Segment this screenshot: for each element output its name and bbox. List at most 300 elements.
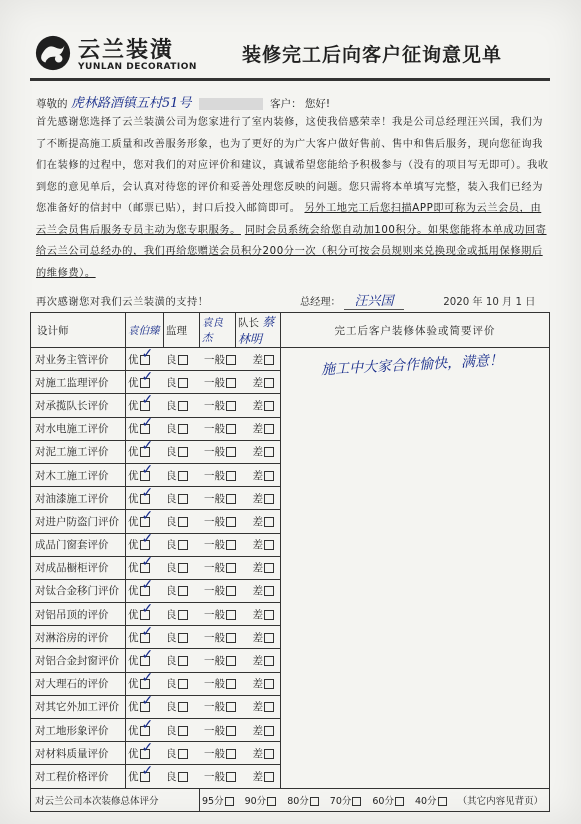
rating-option-excellent[interactable] (128, 415, 154, 436)
checkbox-icon[interactable] (140, 461, 154, 481)
checkbox-icon[interactable] (140, 670, 154, 689)
checkbox-icon[interactable] (395, 797, 404, 806)
comment-box[interactable] (281, 348, 550, 789)
rating-option-label: 优 (128, 562, 139, 575)
rating-option-good[interactable] (166, 491, 188, 506)
rating-option-normal[interactable] (204, 375, 236, 390)
rating-option-normal[interactable] (204, 769, 236, 784)
checkbox-icon[interactable] (264, 378, 274, 388)
rating-option-excellent[interactable] (128, 693, 154, 714)
rating-option-normal[interactable] (204, 514, 236, 529)
checkmark-icon: ✓ (141, 623, 154, 640)
score-option[interactable] (245, 793, 277, 807)
rating-option-label: 一般 (204, 770, 225, 783)
brand-name-en: YUNLAN DECORATION (78, 62, 197, 72)
rating-option-label: 差 (252, 724, 263, 737)
rating-option-poor[interactable] (253, 560, 275, 575)
rating-option-normal[interactable] (204, 537, 236, 552)
checkmark-icon: ✓ (141, 670, 154, 687)
signed-date: 2020 年 10 月 1 日 (443, 297, 536, 308)
checkmark-icon: ✓ (141, 531, 154, 548)
rating-option-label: 良 (166, 655, 177, 668)
rating-option-excellent[interactable] (128, 670, 154, 691)
checkbox-icon[interactable] (178, 749, 188, 759)
checkbox-icon[interactable] (226, 447, 236, 457)
rating-options (126, 507, 281, 533)
rating-options (126, 623, 281, 649)
rating-options (126, 391, 281, 417)
rating-option-excellent[interactable] (128, 739, 154, 761)
rating-option-label: 良 (166, 770, 177, 783)
rating-option-label: 良 (166, 515, 177, 528)
checkbox-icon[interactable] (264, 633, 274, 643)
rating-option-label: 良 (166, 701, 177, 714)
checkbox-icon[interactable] (264, 679, 274, 689)
checkbox-icon[interactable] (310, 797, 319, 806)
rating-options (126, 417, 281, 440)
rating-option-label: 差 (252, 446, 263, 459)
score-option[interactable] (330, 793, 362, 807)
checkbox-icon[interactable] (264, 702, 274, 712)
rating-option-poor[interactable] (253, 375, 275, 390)
rating-option-poor[interactable] (253, 398, 275, 413)
checkbox-icon[interactable] (264, 749, 274, 759)
rating-option-poor[interactable] (253, 607, 275, 622)
checkmark-icon: ✓ (141, 600, 154, 617)
rating-option-excellent[interactable] (128, 391, 154, 413)
rating-item-label: 对油漆施工评价 (31, 487, 126, 510)
rating-option-good[interactable] (166, 375, 188, 390)
rating-option-poor[interactable] (253, 676, 275, 691)
rating-option-excellent[interactable] (128, 600, 154, 622)
rating-option-label: 良 (166, 747, 177, 760)
rating-option-label: 优 (128, 747, 139, 760)
rating-option-good[interactable] (166, 583, 188, 598)
checkbox-icon[interactable] (178, 702, 188, 712)
rating-option-label: 差 (252, 747, 263, 760)
rating-option-label: 优 (128, 492, 139, 505)
rating-option-normal[interactable] (204, 352, 236, 367)
checkbox-icon[interactable] (226, 494, 236, 504)
comment-header: 完工后客户装修体验或简要评价 (281, 313, 550, 348)
checkbox-icon[interactable] (178, 378, 188, 388)
rating-option-poor[interactable] (253, 630, 275, 645)
checkmark-icon: ✓ (141, 484, 154, 501)
rating-option-normal[interactable] (204, 676, 236, 691)
rating-option-good[interactable] (166, 769, 188, 784)
greeting-suffix: 客户： 您好! (270, 98, 331, 110)
rating-option-label: 优 (128, 585, 139, 598)
checkbox-icon[interactable] (178, 355, 188, 365)
rating-option-good[interactable] (166, 421, 188, 436)
rating-options (126, 368, 281, 394)
rating-option-label: 良 (166, 492, 177, 505)
rating-option-label: 一般 (204, 608, 225, 621)
overall-score-row (31, 788, 550, 811)
checkbox-icon[interactable] (140, 415, 154, 434)
rating-item-label: 对铝吊顶的评价 (31, 603, 126, 626)
rating-option-label: 一般 (204, 399, 225, 412)
rating-item-label: 对承揽队长评价 (31, 394, 126, 417)
greeting-prefix: 尊敬的 (36, 98, 68, 110)
rating-option-good[interactable] (166, 444, 188, 459)
rating-option-good[interactable] (166, 653, 188, 668)
rating-option-label: 良 (166, 446, 177, 459)
signer-line (300, 290, 535, 310)
rating-option-label: 优 (128, 376, 139, 389)
score-option[interactable] (372, 793, 404, 807)
rating-option-good[interactable] (166, 398, 188, 413)
checkbox-icon[interactable] (226, 563, 236, 573)
leader-cell (236, 313, 281, 348)
checkbox-icon[interactable] (140, 762, 154, 782)
checkbox-icon[interactable] (140, 647, 154, 666)
checkmark-icon: ✓ (141, 647, 154, 664)
rating-option-excellent[interactable] (128, 531, 154, 552)
rating-option-excellent[interactable] (128, 438, 154, 459)
checkbox-icon[interactable] (264, 563, 274, 573)
checkbox-icon[interactable] (264, 471, 274, 481)
rating-option-excellent[interactable] (128, 647, 154, 668)
checkmark-icon: ✓ (141, 716, 154, 733)
rating-option-good[interactable] (166, 468, 188, 483)
header (30, 28, 560, 80)
checkbox-icon[interactable] (226, 702, 236, 712)
rating-options (126, 440, 281, 463)
checkbox-icon[interactable] (140, 438, 154, 457)
rating-option-label: 一般 (204, 631, 225, 644)
rating-option-poor[interactable] (253, 583, 275, 598)
checkbox-icon[interactable] (178, 633, 188, 643)
rating-option-normal[interactable] (204, 607, 236, 622)
checkmark-icon: ✓ (141, 507, 154, 524)
rating-option-label: 差 (252, 423, 263, 436)
rating-option-normal[interactable] (204, 560, 236, 575)
checkbox-icon[interactable] (140, 391, 154, 411)
rating-option-poor[interactable] (253, 444, 275, 459)
rating-option-normal[interactable] (204, 398, 236, 413)
overall-score-label: 对云兰公司本次装修总体评分 (31, 788, 200, 811)
rating-option-label: 差 (252, 492, 263, 505)
rating-option-label: 优 (128, 353, 139, 366)
checkbox-icon[interactable] (264, 726, 274, 736)
checkbox-icon[interactable] (225, 797, 234, 806)
checkbox-icon[interactable] (140, 554, 154, 573)
checkbox-icon[interactable] (226, 749, 236, 759)
rating-option-label: 良 (166, 376, 177, 389)
checkbox-icon[interactable] (226, 772, 236, 782)
rating-option-label: 优 (128, 701, 139, 714)
rating-option-label: 差 (252, 655, 263, 668)
rating-option-label: 良 (166, 469, 177, 482)
checkbox-icon[interactable] (226, 471, 236, 481)
rating-option-excellent[interactable] (128, 623, 154, 645)
rating-option-normal[interactable] (204, 630, 236, 645)
checkbox-icon[interactable] (178, 726, 188, 736)
checkbox-icon[interactable] (267, 797, 276, 806)
checkbox-icon[interactable] (140, 531, 154, 550)
supervisor-label: 监理 (164, 313, 200, 348)
checkbox-icon[interactable] (226, 401, 236, 411)
rating-option-normal[interactable] (204, 653, 236, 668)
checkbox-icon[interactable] (178, 471, 188, 481)
rating-item-label: 对其它外加工评价 (31, 695, 126, 718)
rating-item-label: 对材料质量评价 (31, 742, 126, 765)
rating-item-label: 对工程价格评价 (31, 765, 126, 788)
rating-option-good[interactable] (166, 630, 188, 645)
checkbox-icon[interactable] (226, 656, 236, 666)
rating-option-excellent[interactable] (128, 554, 154, 575)
overall-score-options (200, 788, 550, 811)
score-option-label: 80分 (287, 795, 309, 807)
rating-option-label: 优 (128, 631, 139, 644)
checkbox-icon[interactable] (264, 517, 274, 527)
checkbox-icon[interactable] (264, 355, 274, 365)
checkbox-icon[interactable] (178, 772, 188, 782)
rating-option-normal[interactable] (204, 746, 236, 761)
rating-option-normal[interactable] (204, 699, 236, 714)
rating-option-excellent[interactable] (128, 762, 154, 784)
rating-option-poor[interactable] (253, 699, 275, 714)
rating-option-label: 一般 (204, 678, 225, 691)
rating-option-poor[interactable] (253, 468, 275, 483)
rating-option-label: 优 (128, 423, 139, 436)
checkmark-icon: ✓ (141, 415, 154, 432)
checkbox-icon[interactable] (140, 577, 154, 596)
checkbox-icon[interactable] (178, 610, 188, 620)
checkbox-icon[interactable] (140, 693, 154, 712)
checkbox-icon[interactable] (264, 494, 274, 504)
rating-option-poor[interactable] (253, 769, 275, 784)
rating-option-label: 优 (128, 724, 139, 737)
checkbox-icon[interactable] (140, 600, 154, 620)
designer-name[interactable]: 袁伯臻 (126, 313, 164, 348)
rating-options (126, 716, 281, 742)
checkmark-icon: ✓ (141, 391, 154, 408)
rating-option-label: 差 (252, 515, 263, 528)
rating-option-label: 差 (252, 631, 263, 644)
checkbox-icon[interactable] (140, 716, 154, 736)
checkbox-icon[interactable] (140, 484, 154, 504)
rating-options (126, 695, 281, 718)
checkbox-icon[interactable] (140, 623, 154, 643)
rating-options (126, 533, 281, 556)
checkbox-icon[interactable] (264, 772, 274, 782)
score-option-label: 90分 (244, 795, 267, 807)
evaluation-table (30, 312, 550, 812)
checkmark-icon: ✓ (141, 345, 154, 362)
checkbox-icon[interactable] (264, 447, 274, 457)
checkbox-icon[interactable] (264, 540, 274, 550)
checkbox-icon[interactable] (226, 424, 236, 434)
rating-item-label: 对木工施工评价 (31, 463, 126, 486)
rating-options (126, 739, 281, 765)
rating-option-label: 一般 (204, 562, 225, 575)
checkbox-icon[interactable] (264, 610, 274, 620)
rating-option-label: 一般 (204, 515, 225, 528)
rating-option-label: 优 (128, 515, 139, 528)
checkmark-icon: ✓ (141, 554, 154, 571)
checkbox-icon[interactable] (178, 517, 188, 527)
rating-option-excellent[interactable] (128, 716, 154, 738)
rating-option-label: 优 (128, 678, 139, 691)
rating-option-label: 良 (166, 423, 177, 436)
rating-option-label: 差 (252, 608, 263, 621)
score-option-label: 60分 (372, 795, 394, 807)
leader-name[interactable]: 蔡林明 (238, 315, 275, 346)
rating-item-label: 对业务主管评价 (31, 348, 126, 371)
customer-comment: 施工中大家合作愉快，满意！ (320, 352, 504, 379)
checkbox-icon[interactable] (140, 368, 154, 388)
rating-option-normal[interactable] (204, 723, 236, 738)
rating-option-label: 良 (166, 562, 177, 575)
rating-option-excellent[interactable] (128, 507, 154, 529)
rating-option-label: 差 (252, 562, 263, 575)
rating-option-label: 良 (166, 399, 177, 412)
rating-option-label: 一般 (204, 585, 225, 598)
rating-option-poor[interactable] (253, 537, 275, 552)
checkbox-icon[interactable] (226, 726, 236, 736)
rating-option-excellent[interactable] (128, 577, 154, 598)
checkbox-icon[interactable] (226, 633, 236, 643)
rating-option-normal[interactable] (204, 491, 236, 506)
rating-option-excellent[interactable] (128, 368, 154, 390)
document-title: 装修完工后向客户征询意见单 (242, 44, 503, 66)
rating-option-label: 差 (252, 469, 263, 482)
rating-option-poor[interactable] (253, 723, 275, 738)
rating-option-good[interactable] (166, 514, 188, 529)
checkbox-icon[interactable] (226, 378, 236, 388)
checkbox-icon[interactable] (264, 656, 274, 666)
rating-option-label: 良 (166, 353, 177, 366)
checkbox-icon[interactable] (178, 494, 188, 504)
checkbox-icon[interactable] (178, 424, 188, 434)
checkbox-icon[interactable] (140, 739, 154, 759)
rating-option-good[interactable] (166, 723, 188, 738)
rating-options (126, 484, 281, 510)
checkbox-icon[interactable] (226, 586, 236, 596)
designer-label: 设计师 (31, 313, 126, 348)
rating-option-label: 差 (252, 585, 263, 598)
checkbox-icon[interactable] (226, 610, 236, 620)
checkbox-icon[interactable] (140, 507, 154, 527)
rating-option-normal[interactable] (204, 468, 236, 483)
rating-item-label: 对钛合金移门评价 (31, 579, 126, 602)
customer-address: 虎林路酒镇五村51号 (70, 96, 192, 111)
rating-option-excellent[interactable] (128, 484, 154, 506)
rating-option-label: 一般 (204, 655, 225, 668)
checkbox-icon[interactable] (226, 517, 236, 527)
greeting-line (36, 92, 556, 111)
rating-item-label: 对工地形象评价 (31, 719, 126, 742)
rating-option-good[interactable] (166, 607, 188, 622)
checkbox-icon[interactable] (352, 797, 361, 806)
rating-option-label: 良 (166, 631, 177, 644)
score-note: （其它内容见背页） (457, 795, 544, 807)
supervisor-name[interactable]: 袁良杰 (200, 313, 236, 348)
checkbox-icon[interactable] (226, 355, 236, 365)
checkbox-icon[interactable] (226, 540, 236, 550)
rating-option-excellent[interactable] (128, 345, 154, 367)
rating-options (126, 463, 281, 486)
checkbox-icon[interactable] (264, 586, 274, 596)
rating-option-label: 优 (128, 770, 139, 783)
rating-options (126, 649, 281, 672)
checkbox-icon[interactable] (178, 586, 188, 596)
score-option[interactable] (202, 793, 234, 807)
rating-option-good[interactable] (166, 352, 188, 367)
rating-option-label: 一般 (204, 724, 225, 737)
score-option[interactable] (287, 793, 319, 807)
rating-option-good[interactable] (166, 537, 188, 552)
checkbox-icon[interactable] (438, 797, 447, 806)
rating-option-excellent[interactable] (128, 461, 154, 483)
checkbox-icon[interactable] (178, 401, 188, 411)
checkbox-icon[interactable] (264, 401, 274, 411)
checkbox-icon[interactable] (178, 563, 188, 573)
rating-option-good[interactable] (166, 746, 188, 761)
rating-option-normal[interactable] (204, 583, 236, 598)
checkbox-icon[interactable] (226, 679, 236, 689)
rating-item-label: 对成品橱柜评价 (31, 556, 126, 579)
rating-option-poor[interactable] (253, 746, 275, 761)
rating-item-label: 对淋浴房的评价 (31, 626, 126, 649)
rating-option-poor[interactable] (253, 514, 275, 529)
rating-option-label: 良 (166, 678, 177, 691)
rating-option-poor[interactable] (253, 421, 275, 436)
rating-option-label: 差 (252, 399, 263, 412)
rating-option-label: 一般 (204, 469, 225, 482)
checkbox-icon[interactable] (264, 424, 274, 434)
rating-options (126, 672, 281, 695)
rating-option-label: 优 (128, 608, 139, 621)
letter-paragraph-3: 同时会员系统会给您自动加100积分。如果您能将本单成功回寄给云兰公司总经办的，我们再给您赠送会员积分200分一次（积分可按会员规则来兑换现金或抵用保修期后的维修费）。 (36, 224, 547, 279)
rating-option-label: 优 (128, 539, 139, 552)
rating-option-label: 优 (128, 469, 139, 482)
rating-option-label: 一般 (204, 446, 225, 459)
yunlan-logo-icon (34, 34, 72, 72)
rating-option-label: 优 (128, 399, 139, 412)
rating-option-poor[interactable] (253, 352, 275, 367)
checkbox-icon[interactable] (178, 656, 188, 666)
checkbox-icon[interactable] (178, 540, 188, 550)
rating-option-good[interactable] (166, 560, 188, 575)
checkbox-icon[interactable] (178, 679, 188, 689)
score-option-label: 70分 (329, 795, 352, 807)
rating-option-good[interactable] (166, 676, 188, 691)
checkbox-icon[interactable] (140, 345, 154, 365)
score-option-label: 40分 (414, 795, 437, 807)
checkbox-icon[interactable] (178, 447, 188, 457)
rating-option-label: 差 (252, 701, 263, 714)
rating-option-poor[interactable] (253, 491, 275, 506)
rating-item-label: 成品门窗套评价 (31, 533, 126, 556)
rating-option-label: 一般 (204, 376, 225, 389)
rating-option-label: 差 (252, 770, 263, 783)
rating-option-normal[interactable] (204, 444, 236, 459)
rating-option-label: 良 (166, 539, 177, 552)
score-option[interactable] (415, 793, 447, 807)
rating-option-label: 一般 (204, 701, 225, 714)
rating-option-good[interactable] (166, 699, 188, 714)
staff-row (31, 313, 550, 348)
rating-option-label: 一般 (204, 539, 225, 552)
rating-option-normal[interactable] (204, 421, 236, 436)
rating-option-poor[interactable] (253, 653, 275, 668)
letter-body (36, 112, 552, 284)
rating-option-label: 良 (166, 608, 177, 621)
rating-option-label: 差 (252, 678, 263, 691)
